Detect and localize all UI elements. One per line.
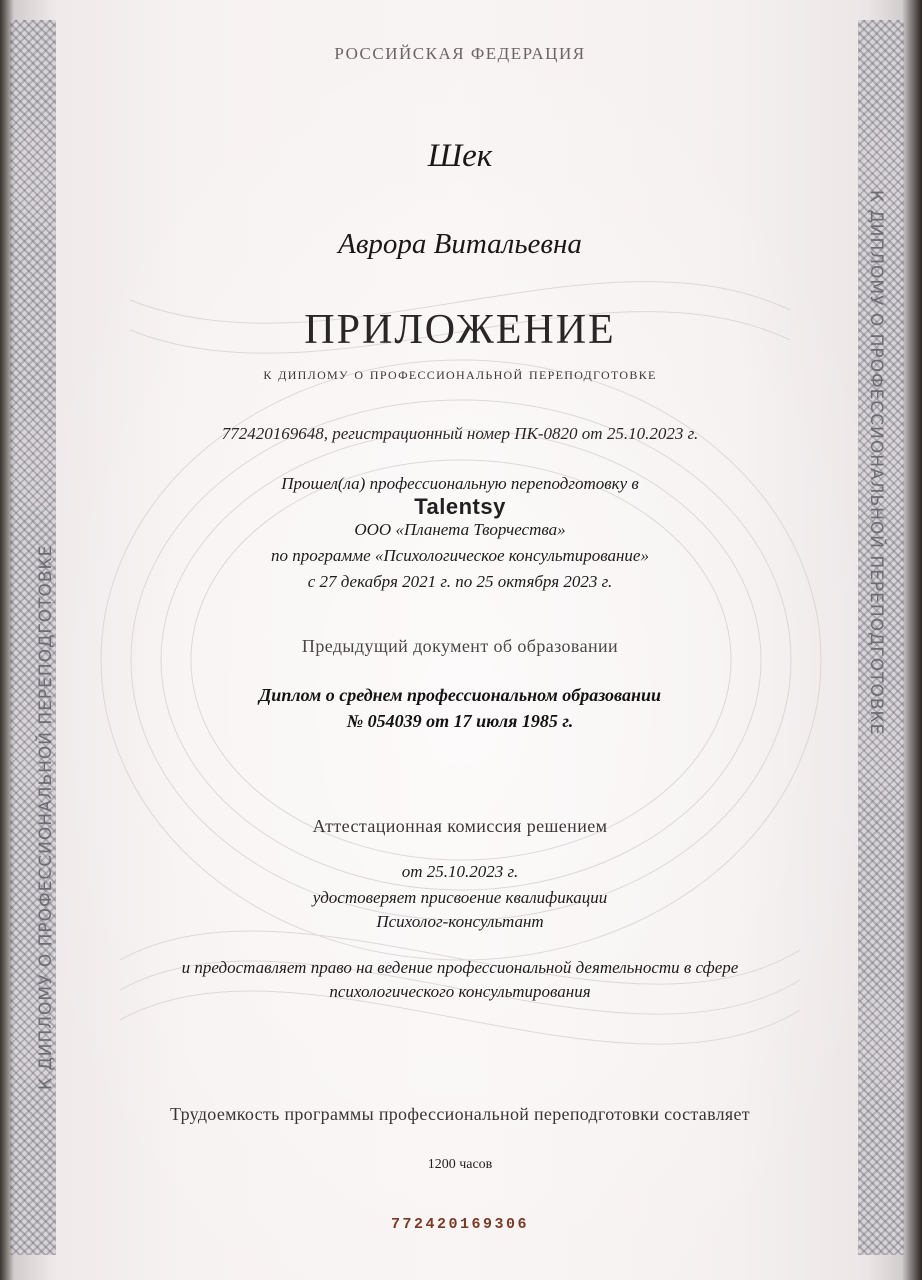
registration-line: 772420169648, регистрационный номер ПК-0820 от 25.10.2023 г. [221,424,699,443]
holder-surname: Шек [427,138,493,174]
previous-document-label: Предыдущий документ об образовании [301,636,619,656]
labor-intensity-label: Трудоемкость программы профессиональной переподготовки составляет [170,1104,750,1124]
holder-name: Аврора Витальевна [338,228,582,260]
commission-heading: Аттестационная комиссия решением [312,816,608,836]
completion-statement: Прошел(ла) профессиональную переподготовку в [281,474,639,493]
document-title: ПРИЛОЖЕНИЕ [304,307,616,353]
study-period: с 27 декабря 2021 г. по 25 октября 2023 г. [307,572,613,591]
rights-statement-line1: и предоставляет право на ведение профессиональной деятельности в сфере [181,958,739,977]
program-name: по программе «Психологическое консультирование» [271,546,649,565]
previous-document-title: Диплом о среднем профессиональном образовании [259,685,661,705]
country-heading: РОССИЙСКАЯ ФЕДЕРАЦИЯ [334,44,586,63]
talentsy-logo: Talentsy [414,494,506,519]
right-edge-shadow [902,0,922,1280]
blank-serial-number: 772420169306 [390,1216,530,1233]
program-hours: 1200 часов [427,1157,493,1172]
decision-date: от 25.10.2023 г. [401,862,519,881]
qualification-name: Психолог-консультант [376,912,544,931]
previous-document-number: № 054039 от 17 июля 1985 г. [346,711,574,731]
certification-statement: удостоверяет присвоение квалификации [312,888,608,907]
left-edge-shadow [0,0,14,1280]
right-border-text: К ДИПЛОМУ О ПРОФЕССИОНАЛЬНОЙ ПЕРЕПОДГОТОВКЕ [866,190,886,736]
organization-name: ООО «Планета Творчества» [354,520,566,539]
document-subtitle: к диплому о профессиональной переподготовке [263,364,657,383]
left-border-text: К ДИПЛОМУ О ПРОФЕССИОНАЛЬНОЙ ПЕРЕПОДГОТОВКЕ [36,544,56,1090]
rights-statement-line2: психологического консультирования [329,982,591,1001]
